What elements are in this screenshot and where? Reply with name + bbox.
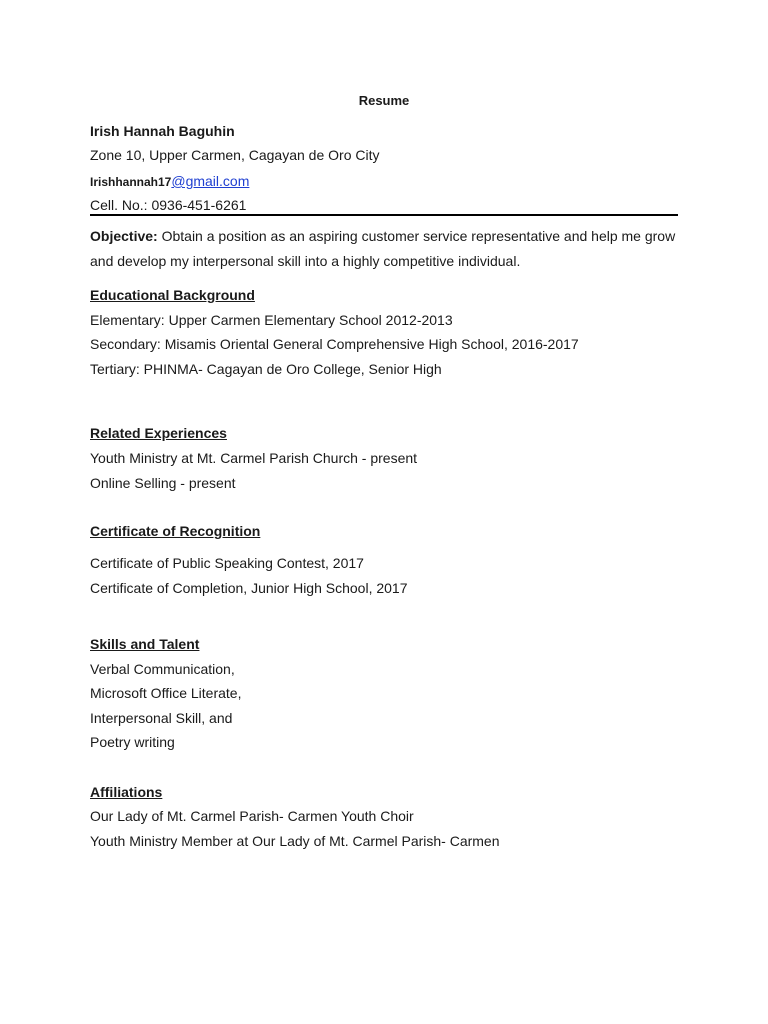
email-link[interactable]: @gmail.com [171, 173, 250, 189]
skill-item: Poetry writing [90, 734, 175, 750]
education-item: Elementary: Upper Carmen Elementary School 2012-2013 [90, 312, 453, 328]
address: Zone 10, Upper Carmen, Cagayan de Oro City [90, 147, 380, 163]
skills-heading: Skills and Talent [90, 636, 200, 652]
education-heading: Educational Background [90, 287, 255, 303]
objective-label: Objective: [90, 228, 158, 244]
skill-item: Verbal Communication, [90, 661, 235, 677]
experience-heading: Related Experiences [90, 425, 227, 441]
affiliation-item: Our Lady of Mt. Carmel Parish- Carmen Youth Choir [90, 808, 414, 824]
experience-item: Online Selling - present [90, 475, 236, 491]
resume-title: Resume [358, 93, 410, 108]
certificate-item: Certificate of Public Speaking Contest, 2017 [90, 555, 364, 571]
skill-item: Microsoft Office Literate, [90, 685, 242, 701]
affiliation-item: Youth Ministry Member at Our Lady of Mt. Carmel Parish- Carmen [90, 833, 500, 849]
email [90, 172, 249, 191]
cell-number: Cell. No.: 0936-451-6261 [90, 197, 247, 213]
education-item: Tertiary: PHINMA- Cagayan de Oro College, Senior High [90, 361, 442, 377]
applicant-name: Irish Hannah Baguhin [90, 123, 235, 139]
objective-text: Obtain a position as an aspiring customer service representative and help me grow and develop my interpersonal skill into a highly competitive individual. [90, 228, 676, 269]
header-divider [90, 214, 678, 216]
certificates-heading: Certificate of Recognition [90, 523, 261, 539]
objective-paragraph [90, 224, 680, 274]
affiliations-heading: Affiliations [90, 784, 163, 800]
certificate-item: Certificate of Completion, Junior High School, 2017 [90, 580, 408, 596]
experience-item: Youth Ministry at Mt. Carmel Parish Church - present [90, 450, 418, 466]
education-item: Secondary: Misamis Oriental General Comprehensive High School, 2016-2017 [90, 336, 579, 352]
email-user: Irishhannah17 [90, 175, 172, 189]
skill-item: Interpersonal Skill, and [90, 710, 233, 726]
